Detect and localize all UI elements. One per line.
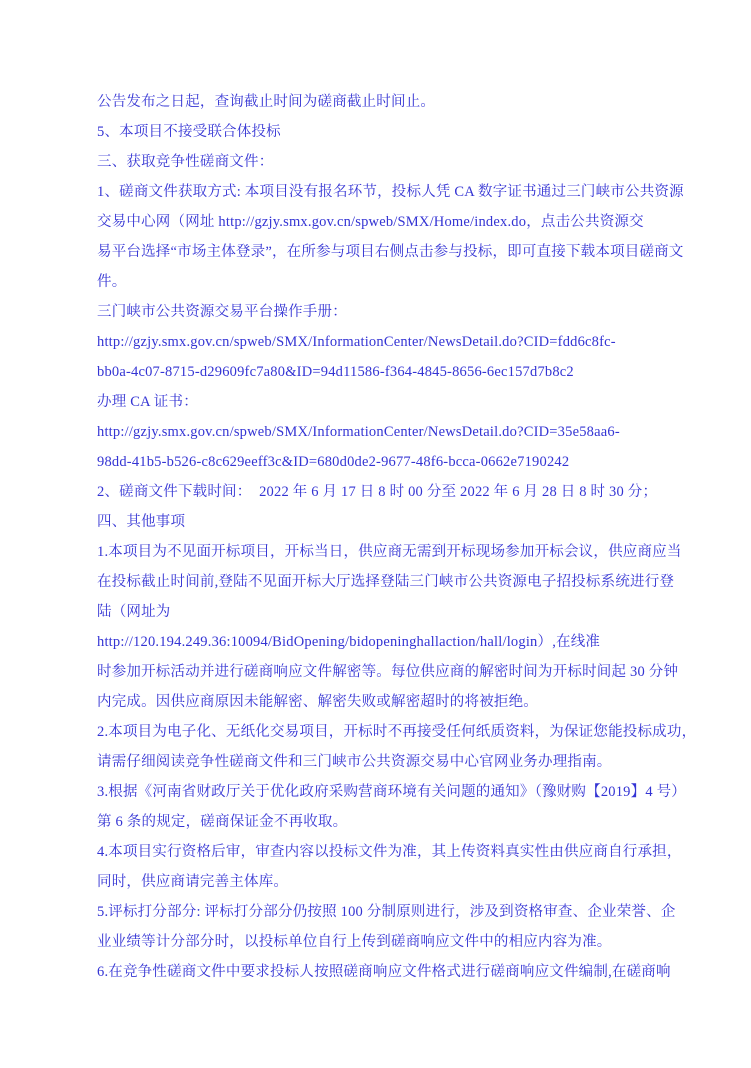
doc-line: 陆（网址为	[97, 604, 171, 620]
doc-line: 1、磋商文件获取方式: 本项目没有报名环节，投标人凭 CA 数字证书通过三门峡市公共资源	[97, 184, 684, 200]
doc-line: 在投标截止时间前,登陆不见面开标大厅选择登陆三门峡市公共资源电子招投标系统进行登	[97, 574, 675, 590]
doc-line: 交易中心网（网址 http://gzjy.smx.gov.cn/spweb/SMX/Home/index.do，点击公共资源交	[97, 214, 644, 230]
item-download-time	[97, 477, 711, 507]
para-scoring-rules	[97, 897, 711, 957]
para-query-deadline	[97, 87, 711, 117]
doc-line: 2、磋商文件下载时间： 2022 年 6 月 17 日 8 时 00 分至 2022 年 6 月 28 日 8 时 30 分；	[97, 484, 658, 500]
url-text-line: http://120.194.249.36:10094/BidOpening/bidopeninghallaction/hall/login）,在线准	[97, 634, 601, 650]
label-platform-manual	[97, 297, 711, 327]
para-deposit-waiver	[97, 777, 711, 837]
doc-line: 公告发布之日起，查询截止时间为磋商截止时间止。	[97, 94, 436, 110]
doc-line: 三门峡市公共资源交易平台操作手册：	[97, 304, 347, 320]
para-document-acquisition-method	[97, 177, 711, 297]
doc-line: 6.在竞争性磋商文件中要求投标人按照磋商响应文件格式进行磋商响应文件编制,在磋商响	[97, 964, 671, 980]
para-paperless-trading	[97, 717, 711, 777]
para-post-qualification-review	[97, 837, 711, 897]
doc-line: 1.本项目为不见面开标项目，开标当日，供应商无需到开标现场参加开标会议，供应商应当	[97, 544, 682, 560]
doc-line: 三、获取竞争性磋商文件：	[97, 154, 274, 170]
doc-line: 件。	[97, 274, 127, 290]
item-no-consortium-bids	[97, 117, 711, 147]
section-heading-obtain-documents	[97, 147, 711, 177]
doc-line: 易平台选择“市场主体登录”，在所参与项目右侧点击参与投标，即可直接下载本项目磋商文	[97, 244, 684, 260]
doc-line: 请需仔细阅读竞争性磋商文件和三门峡市公共资源交易中心官网业务办理指南。	[97, 754, 612, 770]
doc-line: 同时，供应商请完善主体库。	[97, 874, 289, 890]
url-text-line: http://gzjy.smx.gov.cn/spweb/SMX/InformationCenter/NewsDetail.do?CID=35e58aa6-	[97, 424, 620, 440]
label-ca-certificate	[97, 387, 711, 417]
para-response-document-format	[97, 957, 711, 987]
doc-line: 4.本项目实行资格后审，审查内容以投标文件为准，其上传资料真实性由供应商自行承担，	[97, 844, 682, 860]
doc-line: 办理 CA 证书：	[97, 394, 198, 410]
doc-line: 四、其他事项	[97, 514, 186, 530]
doc-line: 业业绩等计分部分时，以投标单位自行上传到磋商响应文件中的相应内容为准。	[97, 934, 612, 950]
doc-line: 3.根据《河南省财政厅关于优化政府采购营商环境有关问题的通知》（豫财购【2019】4 号）	[97, 784, 686, 800]
url-platform-manual	[97, 327, 711, 387]
doc-line: 第 6 条的规定，磋商保证金不再收取。	[97, 814, 348, 830]
section-heading-other-matters	[97, 507, 711, 537]
doc-line: 5、本项目不接受联合体投标	[97, 124, 281, 140]
doc-line: 内完成。因供应商原因未能解密、解密失败或解密超时的将被拒绝。	[97, 694, 538, 710]
url-text-line: 98dd-41b5-b526-c8c629eeff3c&ID=680d0de2-9677-48f6-bcca-0662e7190242	[97, 454, 570, 470]
para-remote-bid-opening	[97, 537, 711, 717]
doc-line: 时参加开标活动并进行磋商响应文件解密等。每位供应商的解密时间为开标时间起 30 分钟	[97, 664, 679, 680]
doc-line: 5.评标打分部分: 评标打分部分仍按照 100 分制原则进行，涉及到资格审查、企业荣誉、企	[97, 904, 676, 920]
doc-line: 2.本项目为电子化、无纸化交易项目，开标时不再接受任何纸质资料，为保证您能投标成功，	[97, 724, 697, 740]
url-ca-certificate	[97, 417, 711, 477]
url-text-line: bb0a-4c07-8715-d29609fc7a80&ID=94d11586-f364-4845-8656-6ec157d7b8c2	[97, 364, 574, 380]
url-text-line: http://gzjy.smx.gov.cn/spweb/SMX/InformationCenter/NewsDetail.do?CID=fdd6c8fc-	[97, 334, 616, 350]
